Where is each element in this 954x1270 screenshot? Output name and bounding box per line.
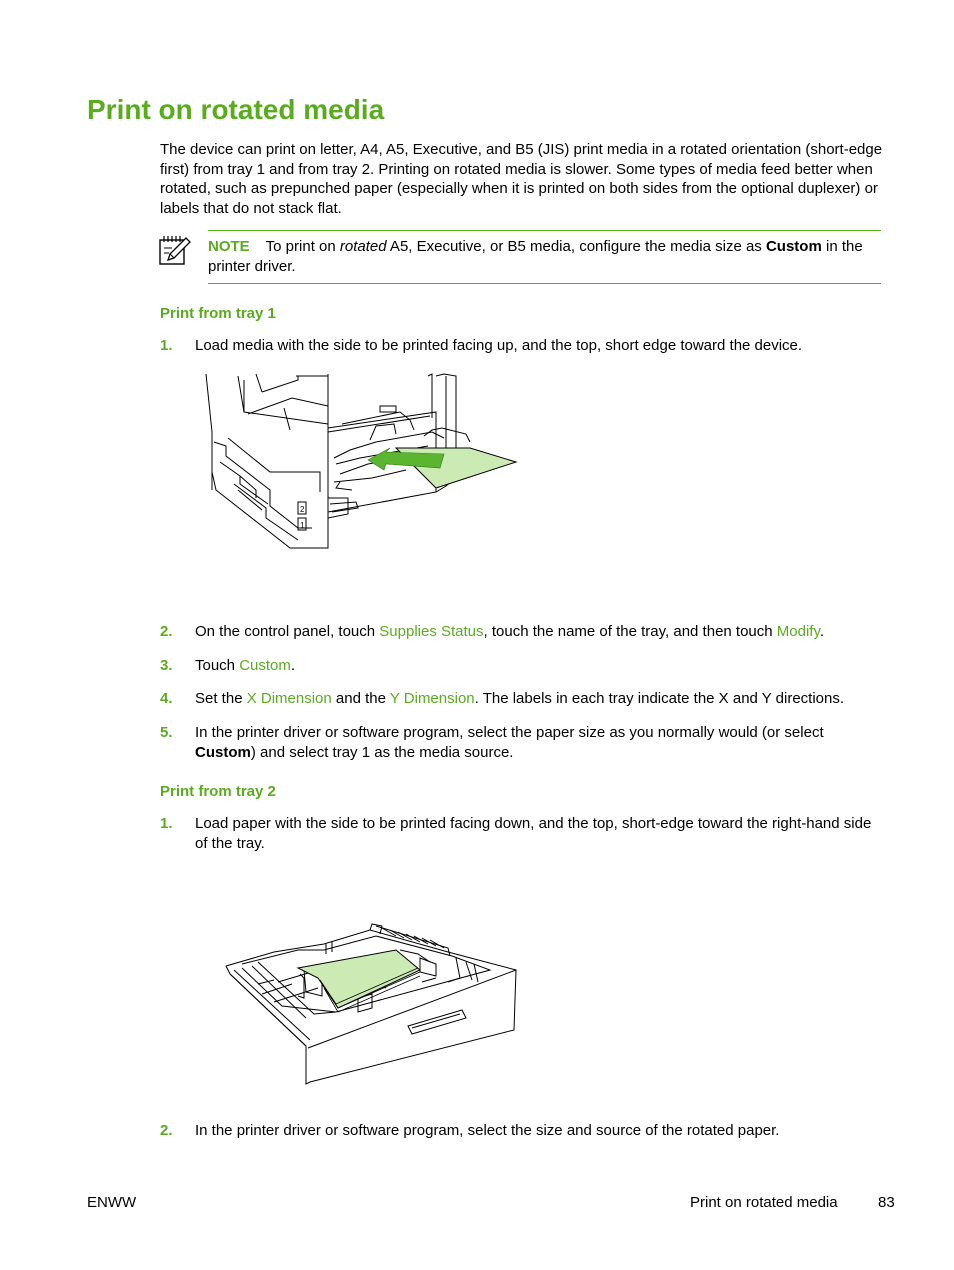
step-text-bold: Custom <box>195 743 251 761</box>
section-heading-tray2: Print from tray 2 <box>160 783 276 800</box>
footer-page-number: 83 <box>878 1194 895 1211</box>
section-heading-tray1: Print from tray 1 <box>160 305 276 322</box>
step-text-part: In the printer driver or software program, select the paper size as you normally would (or select <box>195 724 824 741</box>
y-dimension-link[interactable]: Y Dimension <box>389 690 475 707</box>
note-bottom-rule <box>208 283 881 284</box>
step-number: 2. <box>160 1122 173 1139</box>
note-pencil-icon <box>158 234 192 266</box>
tray2-loading-illustration <box>222 922 522 1088</box>
paper-stack <box>298 950 420 1008</box>
note-top-rule <box>208 230 881 231</box>
step-number: 4. <box>160 690 173 707</box>
x-dimension-link[interactable]: X Dimension <box>246 690 332 707</box>
step-text: In the printer driver or software program, select the size and source of the rotated paper. <box>195 1122 780 1139</box>
note-text <box>208 237 884 277</box>
step-number: 1. <box>160 815 173 832</box>
intro-paragraph: The device can print on letter, A4, A5, Executive, and B5 (JIS) print media in a rotated orientation (short-edge first) from tray 1 and from tray 2. Printing on rotated media is slower. Some types of media feed better when rotated, such as prepunched paper (especially when it is printed on both sides from the optional duplexer) or labels that do not stack flat. <box>160 141 883 217</box>
note-part2: A5, Executive, or B5 media, configure the media size as <box>386 238 766 255</box>
step-text-part: and the <box>331 690 390 707</box>
step-text <box>195 723 883 762</box>
modify-link[interactable]: Modify <box>776 623 820 640</box>
note-part1: To print on <box>265 238 340 255</box>
note-label: NOTE <box>208 238 250 255</box>
step-number: 3. <box>160 657 173 674</box>
step-text <box>195 689 883 709</box>
custom-link[interactable]: Custom <box>239 657 291 674</box>
tray-label-1: 1 <box>300 521 305 530</box>
footer-section-title: Print on rotated media <box>690 1194 838 1211</box>
step-text-part: . <box>290 657 296 674</box>
step-text: Load media with the side to be printed facing up, and the top, short edge toward the device. <box>195 337 803 354</box>
note-part3: in the printer driver. <box>208 238 863 275</box>
note-italic: rotated <box>339 238 387 255</box>
note-bold: Custom <box>765 238 822 255</box>
step-text-part: On the control panel, touch <box>195 623 380 640</box>
footer-left: ENWW <box>87 1194 137 1211</box>
step-number: 2. <box>160 623 173 640</box>
step-text-part: . <box>819 623 825 640</box>
step-number: 1. <box>160 337 173 354</box>
step-text-part: , touch the name of the tray, and then touch <box>483 623 777 640</box>
step-text-part: Touch <box>195 657 240 674</box>
step-text-part: Set the <box>195 690 247 707</box>
step-number: 5. <box>160 724 173 741</box>
supplies-status-link[interactable]: Supplies Status <box>379 623 484 640</box>
tray-label-2: 2 <box>300 505 305 514</box>
tray1-loading-illustration <box>200 372 520 552</box>
step-text <box>195 622 883 642</box>
step-text: Load paper with the side to be printed facing down, and the top, short-edge toward the right-hand side of the tray. <box>195 815 872 852</box>
step-text-part: ) and select tray 1 as the media source. <box>250 743 514 761</box>
page-title: Print on rotated media <box>87 94 385 125</box>
step-text <box>195 656 883 676</box>
step-text-part: . The labels in each tray indicate the X and Y directions. <box>474 690 845 707</box>
